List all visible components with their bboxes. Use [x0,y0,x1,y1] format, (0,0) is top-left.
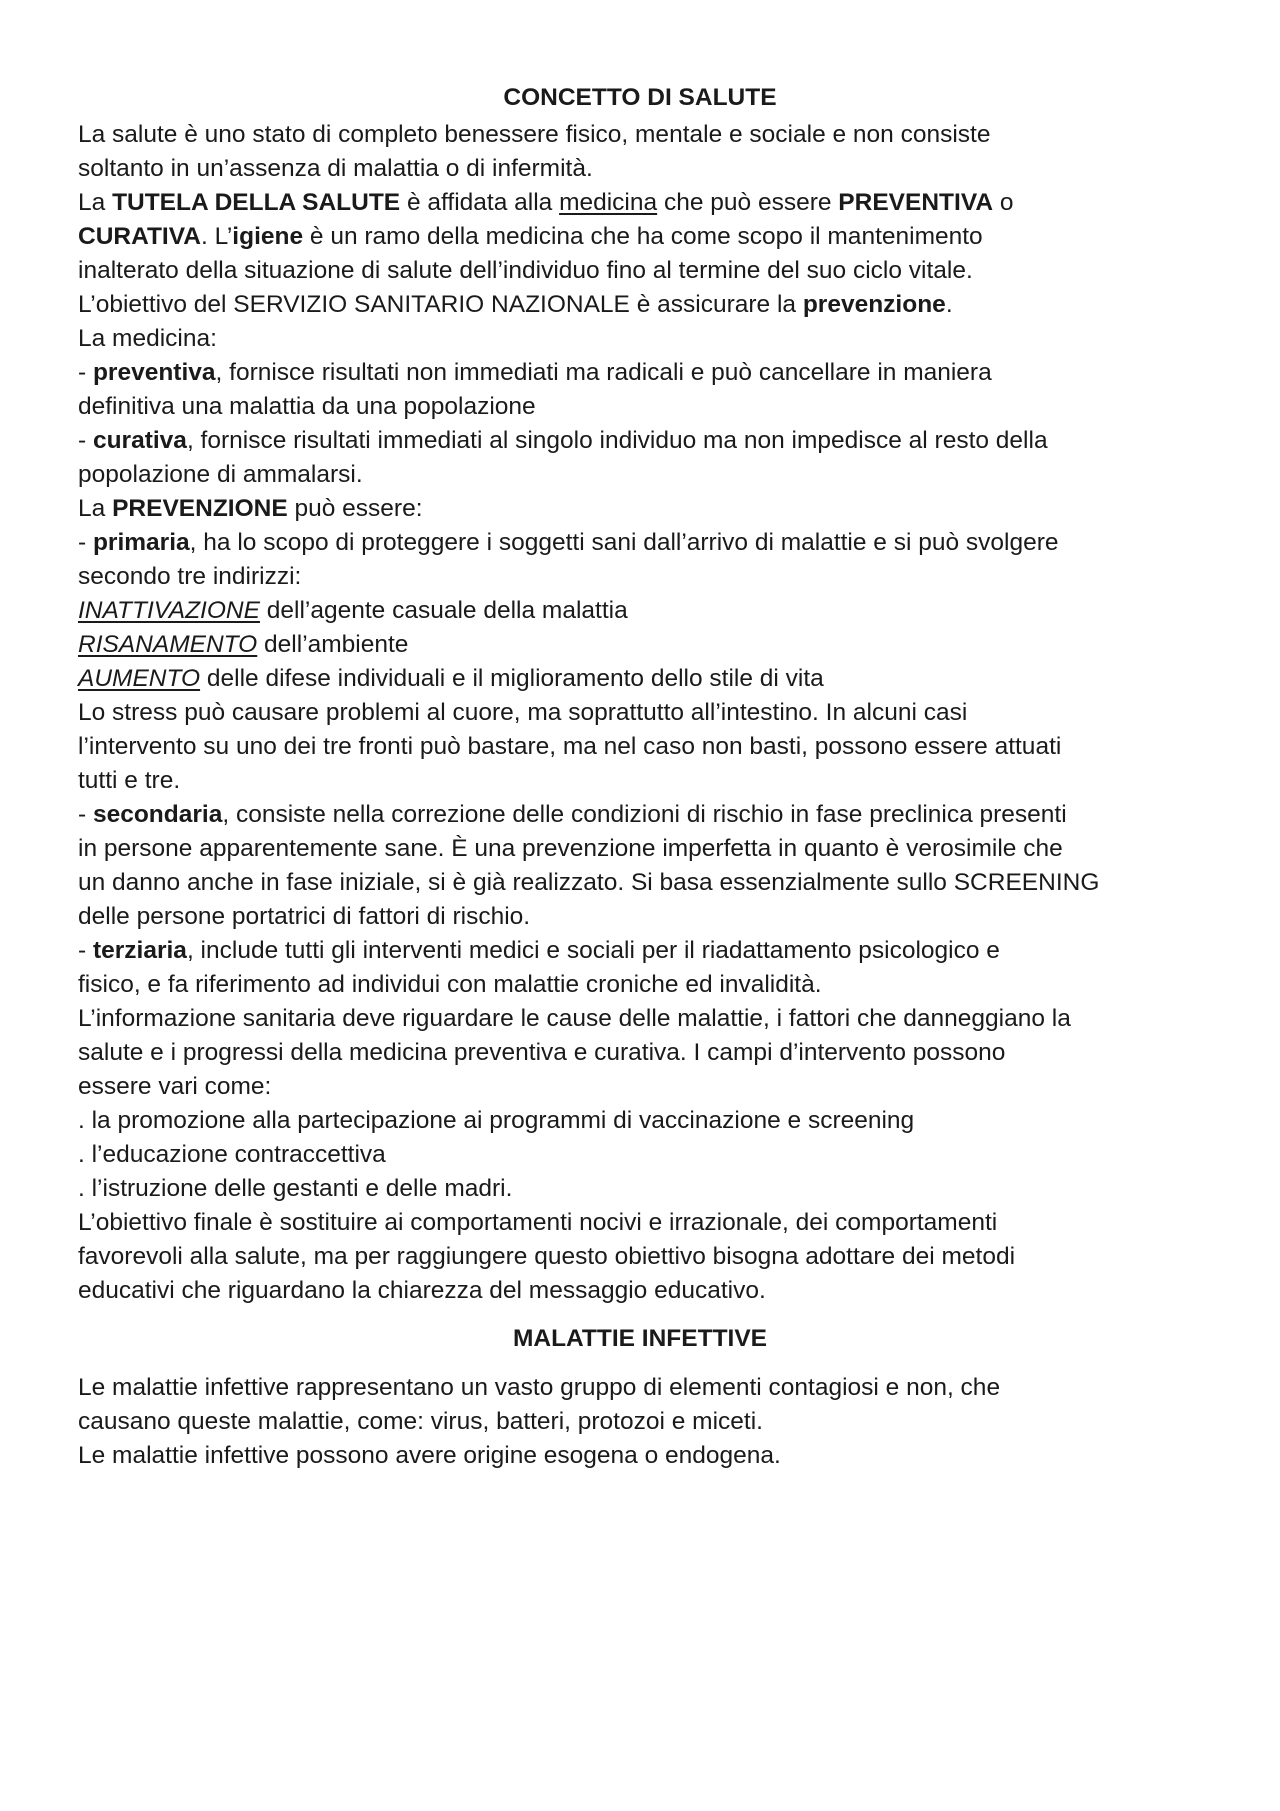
list-item: RISANAMENTO dell’ambiente [78,631,409,658]
list-item: - preventiva, fornisce risultati non immediati ma radicali e può cancellare in maniera [78,359,992,386]
list-item: AUMENTO delle difese individuali e il miglioramento dello stile di vita [78,665,824,692]
paragraph-line: Le malattie infettive rappresentano un vasto gruppo di elementi contagiosi e non, che [78,1374,1001,1401]
list-item: - curativa, fornisce risultati immediati al singolo individuo ma non impedisce al resto della [78,427,1048,454]
list-item: - secondaria, consiste nella correzione delle condizioni di rischio in fase preclinica presenti [78,801,1067,828]
paragraph-line: favorevoli alla salute, ma per raggiungere questo obiettivo bisogna adottare dei metodi [78,1243,1016,1270]
underlined-term: medicina [559,189,658,216]
list-item: INATTIVAZIONE dell’agente casuale della malattia [78,597,628,624]
bold-term: primaria [92,529,190,556]
bold-term: PREVENTIVA [838,189,994,216]
paragraph-line: L’informazione sanitaria deve riguardare le cause delle malattie, i fattori che danneggiano la [78,1005,1071,1032]
paragraph-line: causano queste malattie, come: virus, batteri, protozoi e miceti. [78,1408,763,1435]
list-item: - terziaria, include tutti gli interventi medici e sociali per il riadattamento psicologico e [78,937,1000,964]
bold-term: PREVENZIONE [112,495,288,522]
list-item: . l’istruzione delle gestanti e delle madri. [78,1175,513,1202]
bold-term: TUTELA DELLA SALUTE [112,189,401,216]
paragraph-line: tutti e tre. [78,767,181,794]
bold-term: preventiva [92,359,216,386]
section-title-concetto-di-salute: CONCETTO DI SALUTE [503,84,777,111]
list-item: - primaria, ha lo scopo di proteggere i soggetti sani dall’arrivo di malattie e si può svolgere [78,529,1059,556]
paragraph-line: La TUTELA DELLA SALUTE è affidata alla medicina che può essere PREVENTIVA o [78,189,1014,216]
paragraph-line: essere vari come: [78,1073,272,1100]
paragraph-line: secondo tre indirizzi: [78,563,302,590]
bold-term: curativa [92,427,187,454]
paragraph-line: CURATIVA. L’igiene è un ramo della medicina che ha come scopo il mantenimento [78,223,983,250]
paragraph-line: La salute è uno stato di completo benessere fisico, mentale e sociale e non consiste [78,121,991,148]
paragraph-line: inalterato della situazione di salute dell’individuo fino al termine del suo ciclo vitale. [78,257,973,284]
underlined-term: RISANAMENTO [78,631,258,658]
list-item: . la promozione alla partecipazione ai programmi di vaccinazione e screening [78,1107,915,1134]
paragraph-line: educativi che riguardano la chiarezza del messaggio educativo. [78,1277,766,1304]
paragraph-line: popolazione di ammalarsi. [78,461,363,488]
paragraph-line: fisico, e fa riferimento ad individui con malattie croniche ed invalidità. [78,971,822,998]
bold-term: secondaria [92,801,223,828]
bold-term: terziaria [92,937,187,964]
section-title-malattie-infettive: MALATTIE INFETTIVE [512,1325,768,1352]
paragraph-line: L’obiettivo finale è sostituire ai comportamenti nocivi e irrazionale, dei comportamenti [78,1209,998,1236]
paragraph-line: delle persone portatrici di fattori di rischio. [78,903,531,930]
paragraph-line: Lo stress può causare problemi al cuore, ma soprattutto all’intestino. In alcuni casi [78,699,968,726]
paragraph-line: La PREVENZIONE può essere: [78,495,423,522]
bold-term: prevenzione [802,291,946,318]
paragraph-line: Le malattie infettive possono avere origine esogena o endogena. [78,1442,781,1469]
paragraph-line: La medicina: [78,325,217,352]
paragraph-line: soltanto in un’assenza di malattia o di infermità. [78,155,593,182]
paragraph-line: un danno anche in fase iniziale, si è già realizzato. Si basa essenzialmente sullo SCREENING [78,869,1100,896]
underlined-term: AUMENTO [78,665,201,692]
paragraph-line: salute e i progressi della medicina preventiva e curativa. I campi d’intervento possono [78,1039,1006,1066]
bold-term: CURATIVA [78,223,201,250]
paragraph-line: definitiva una malattia da una popolazione [78,393,536,420]
underlined-term: INATTIVAZIONE [78,597,260,624]
paragraph-line: in persone apparentemente sane. È una prevenzione imperfetta in quanto è verosimile che [78,835,1063,862]
bold-term: igiene [232,223,304,250]
paragraph-line: l’intervento su uno dei tre fronti può bastare, ma nel caso non basti, possono essere attuati [78,733,1062,760]
paragraph-line: L’obiettivo del SERVIZIO SANITARIO NAZIONALE è assicurare la prevenzione. [78,291,953,318]
list-item: . l’educazione contraccettiva [78,1141,386,1168]
